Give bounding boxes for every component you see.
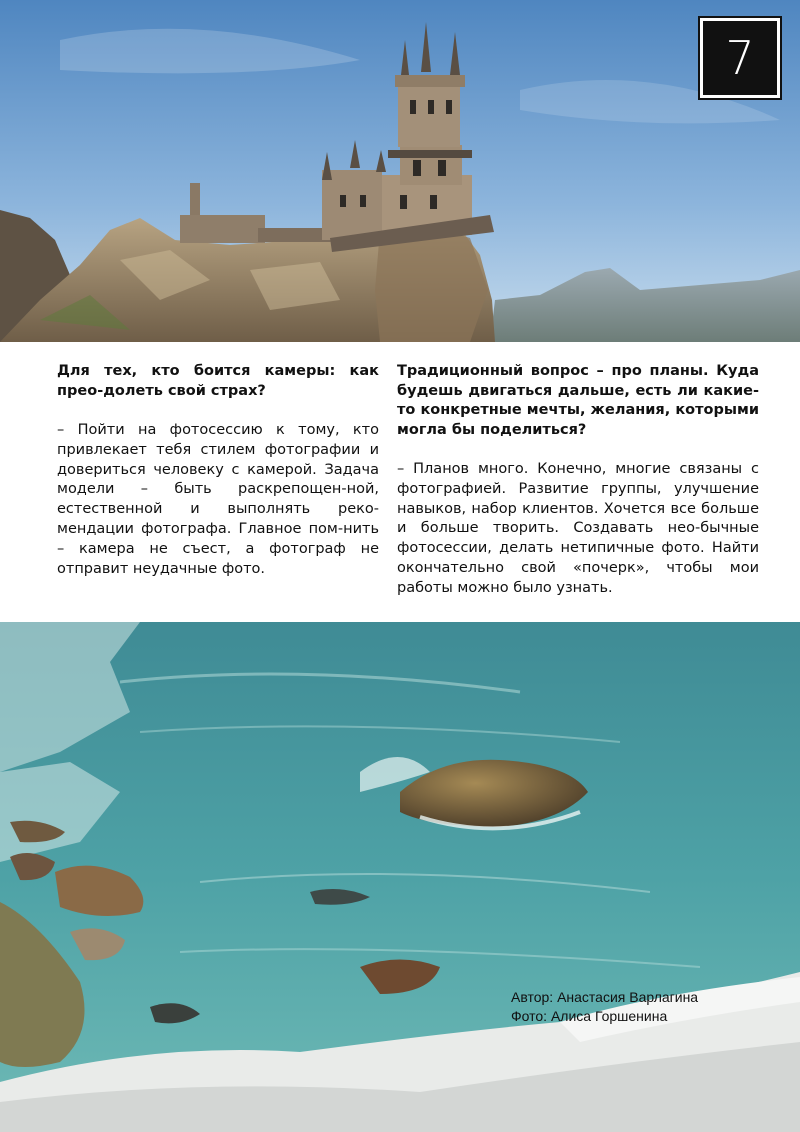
sea-photo xyxy=(0,622,800,1132)
author-credit: Автор: Анастасия Варлагина xyxy=(511,989,699,1005)
left-column xyxy=(57,362,379,579)
page-number-badge xyxy=(700,18,780,98)
page-number: 7 xyxy=(725,31,755,85)
castle-photo-illustration xyxy=(0,0,800,342)
right-answer: – Планов много. Конечно, многие связаны с фотографией. Развитие группы, улучшение навыков, набор клиентов. Хочется все больше и больше творить. Создавать нео-бычные фотосессии, делать нетипичные фото. Найти окончательно свой «почерк», чтобы мои работы можно было узнать. xyxy=(397,461,759,596)
interview-text xyxy=(0,342,800,622)
castle-photo xyxy=(0,0,800,342)
right-column xyxy=(397,362,759,599)
left-question: Для тех, кто боится камеры: как прео-долеть свой страх? xyxy=(57,363,379,399)
sea-photo-illustration xyxy=(0,622,800,1132)
right-question: Традиционный вопрос – про планы. Куда будешь двигаться дальше, есть ли какие-то конкретные мечты, желания, которыми могла бы поделиться? xyxy=(397,363,759,438)
credits xyxy=(511,988,698,1026)
left-answer: – Пойти на фотосессию к тому, кто привлекает тебя стилем фотографии и довериться человеку с камерой. Задача модели – быть раскрепощен-ной, естественной и выполнять реко-мендации фотографа. Главное пом-нить – камера не съест, а фотограф не отправит неудачные фото. xyxy=(57,422,379,577)
photo-credit: Фото: Алиса Горшенина xyxy=(511,1008,668,1024)
